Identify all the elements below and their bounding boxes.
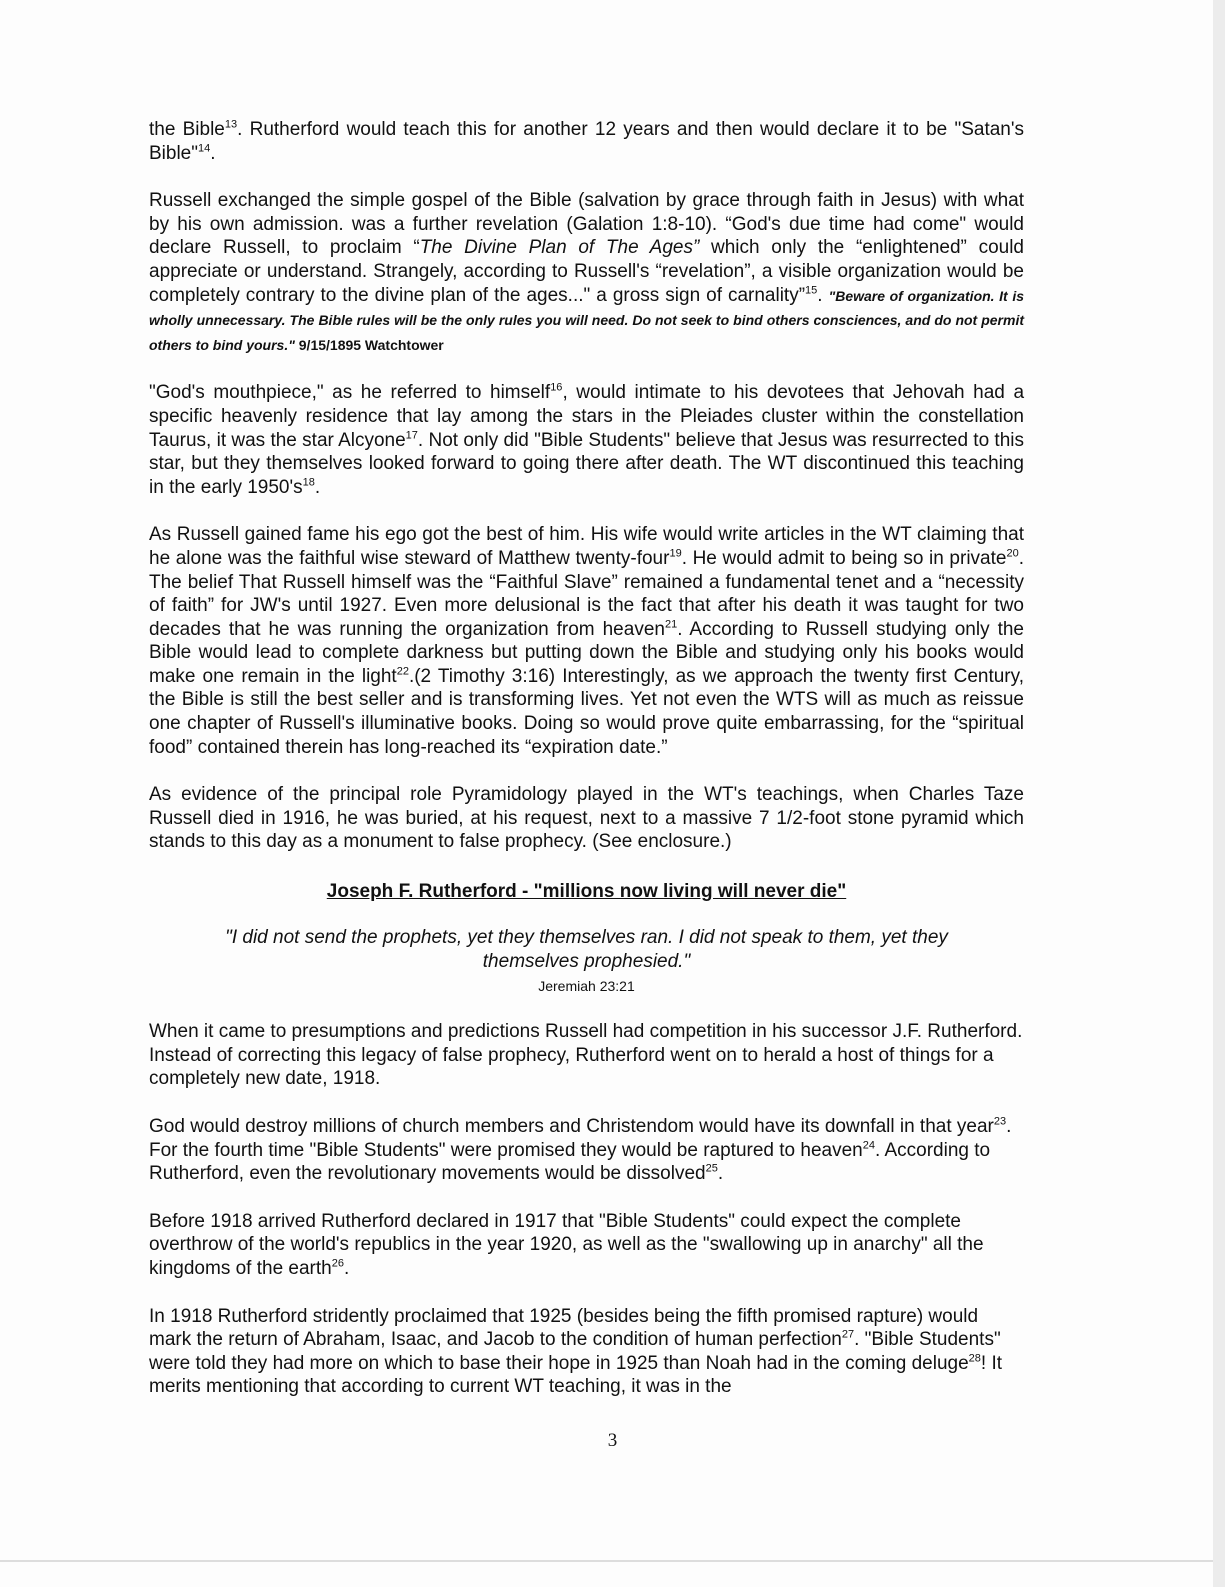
page-number: 3 — [607, 1430, 618, 1451]
footnote-ref: 22 — [396, 665, 409, 678]
paragraph-6: When it came to presumptions and predictions Russell had competition in his successor J.F. Rutherford. Instead of correcting this legacy of false prophecy, Rutherford went on to herald a host of things for a completely new date, 1918. — [149, 1021, 1023, 1090]
scan-edge-right — [1213, 0, 1225, 1587]
paragraph-4: As Russell gained fame his ego got the best of him. His wife would write articles in the WT claiming that he alone was the faithful wise steward of Matthew twenty-four$^{19}$. He would admit to being so in private$^{20}$. The belief That Russell himself was the “Faithful Slave” remained a fundamental tenet and a “necessity of faith” for JW's until 1927. Even more delusional is the fact that after his death it was taught for two decades that he was running the organization from heaven$^{21}$. According to Russell studying only the Bible would lead to complete darkness but putting down the Bible and studying only his books would make one remain in the light$^{22}$.(2 Timothy 3:16) Interestingly, as we approach the twenty first Century, the Bible is still the best seller and is transforming lives. Yet not even the WTS will as much as reissue one chapter of Russell's illuminative books. Doing so would prove quite embarrassing, for the “spiritual food” contained therein has long-reached its “expiration date.” — [149, 524, 1024, 758]
footnote-ref: 21 — [664, 618, 678, 631]
footnote-ref: 19 — [669, 547, 682, 560]
watchtower-source: 9/15/1895 Watchtower — [294, 336, 444, 353]
footnote-ref: 20 — [1006, 547, 1019, 560]
footnote-ref: 13 — [224, 118, 238, 131]
paragraph-3: "God's mouthpiece," as he referred to himself$^{16}$, would intimate to his devotees that Jehovah had a specific heavenly residence that lay among the stars in the Pleiades cluster within the constellation Taurus, it was the star Alcyone$^{17}$. Not only did "Bible Students" believe that Jesus was resurrected to this star, but they themselves looked forward to going there after death. The WT discontinued this teaching in the early $1950's^{18}$. — [149, 382, 1025, 498]
paragraph-1: the Bible$^{13}$. Rutherford would teach this for another 12 years and then would declare it to be "Satan's Bible"$^{14}$. — [149, 118, 1024, 164]
document-body — [149, 118, 1024, 1399]
footnote-ref: 23 — [993, 1115, 1007, 1128]
footnote-ref: 17 — [405, 429, 418, 442]
paragraph-8: Before 1918 arrived Rutherford declared in 1917 that "Bible Students" could expect the complete overthrow of the world's republics in the year 1920, as well as the "swallowing up in anarchy" all the kingdoms of the earth$^{26}$. — [149, 1210, 984, 1279]
scan-edge-bottom — [0, 1560, 1225, 1562]
footnote-ref: 14 — [198, 142, 211, 155]
paragraph-2: Russell exchanged the simple gospel of the Bible (salvation by grace through faith in Jesus) with what by his own admission. was a further revelation (Galation 1:8-10). “God's due time had come" would declare Russell, to proclaim “The Divine Plan of The Ages” which only the “enlightened” could appreciate or understand. Strangely, according to Russell's “revelation”, a visible organization would be completely contrary to the divine plan of the ages..." a gross sign of carnality”$^{15}$. "Beware of organization. It is wholly unnecessary. The Bible rules will be the only rules you will need. Do not seek to bind others consciences, and do not permit others to bind yours." 9/15/1895 Watchtower — [149, 190, 1024, 353]
paragraph-9: In 1918 Rutherford stridently proclaimed that 1925 (besides being the fifth promised rapture) would mark the return of Abraham, Isaac, and Jacob to the condition of human perfection$^{27}$. "Bible Students" were told they had more on which to base their hope in 1925 than Noah had in the coming deluge$^{28}$! It merits mentioning that according to current WT teaching, it was in the — [149, 1305, 1003, 1398]
section-heading: Joseph F. Rutherford - "millions now living will never die" — [326, 881, 847, 903]
watchtower-quote: "Beware of organization. It is wholly unnecessary. The Bible rules will be the only rules you will need. Do not seek to bind others consciences, and do not permit others to bind yours." — [149, 287, 1024, 353]
footnote-ref: 28 — [968, 1352, 981, 1365]
footnote-ref: 27 — [841, 1328, 855, 1341]
epigraph-quote: "I did not send the prophets, yet they themselves ran. I did not speak to them, yet they themselves prophesied." — [225, 927, 948, 972]
epigraph-reference: Jeremiah 23:21 — [538, 978, 635, 995]
footnote-ref: 26 — [331, 1257, 344, 1270]
footnote-ref: 25 — [705, 1162, 718, 1175]
footnote-ref: 18 — [302, 476, 315, 489]
paragraph-5: As evidence of the principal role Pyramidology played in the WT's teachings, when Charles Taze Russell died in 1916, he was buried, at his request, next to a massive 7 1/2-foot stone pyramid which stands to this day as a monument to false prophecy. (See enclosure.) — [149, 784, 1024, 853]
footnote-ref: 15 — [805, 284, 818, 297]
paragraph-7: God would destroy millions of church members and Christendom would have its downfall in that year$^{23}$. For the fourth time "Bible Students" were promised they would be raptured to heaven$^{24}$. According to Rutherford, even the revolutionary movements would be dissolved$^{25}$. — [149, 1115, 1012, 1185]
footnote-ref: 16 — [550, 382, 563, 395]
footnote-ref: 24 — [862, 1139, 875, 1152]
